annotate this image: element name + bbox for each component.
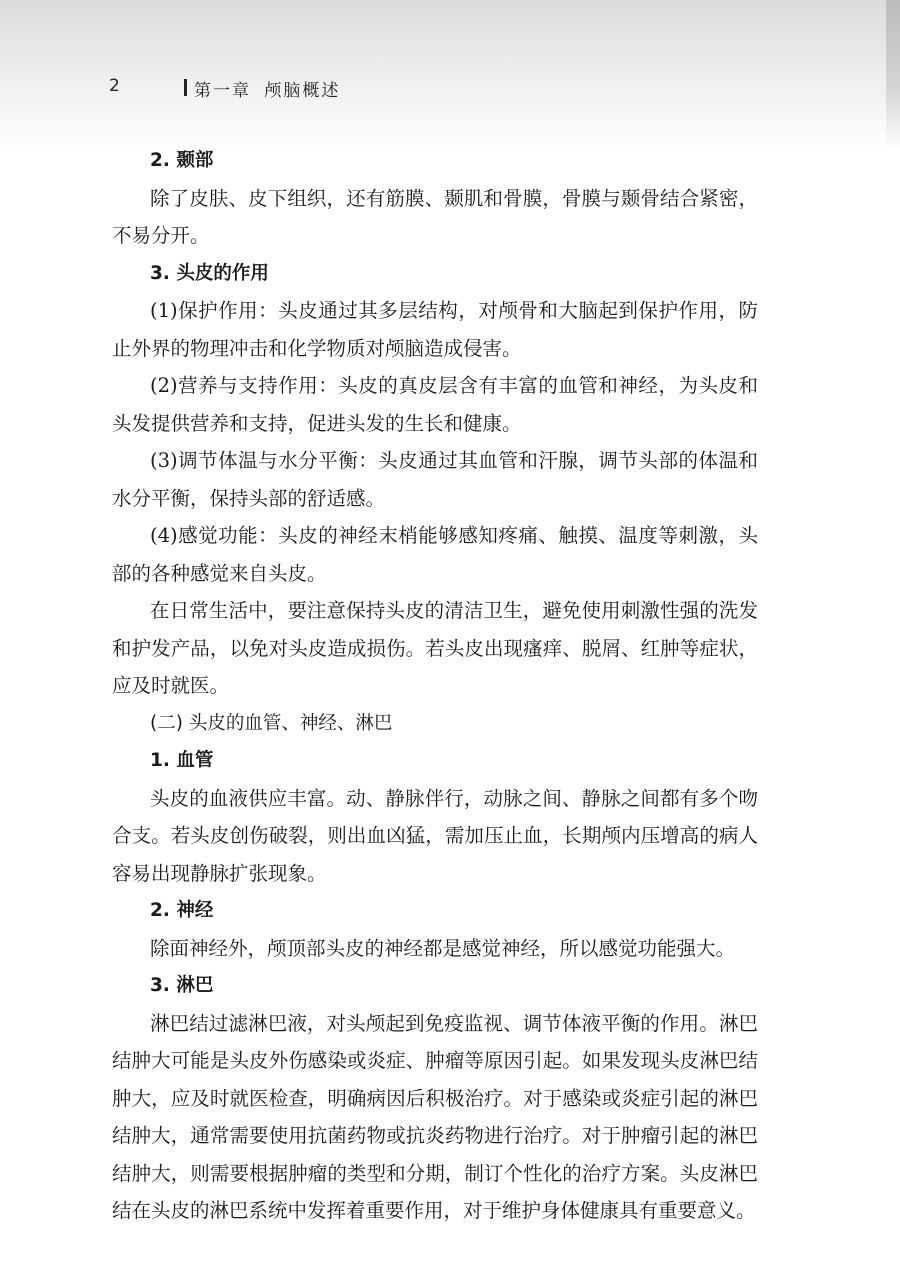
running-chapter-title: 第一章 颅脑概述 bbox=[194, 81, 341, 101]
page-number: 2 bbox=[109, 76, 120, 96]
paragraph: (3)调节体温与水分平衡：头皮通过其血管和汗腺，调节头部的体温和水分平衡，保持头部的舒适感。 bbox=[112, 449, 758, 510]
page-edge-shadow bbox=[886, 0, 900, 150]
subheading-temporal-region: 2. 颞部 bbox=[150, 150, 214, 171]
paragraph: (2)营养与支持作用：头皮的真皮层含有丰富的血管和神经，为头皮和头发提供营养和支持，促进头发的生长和健康。 bbox=[112, 374, 758, 435]
section-heading: (二) 头皮的血管、神经、淋巴 bbox=[150, 712, 393, 734]
paragraph: (4)感觉功能：头皮的神经末梢能够感知疼痛、触摸、温度等刺激，头部的各种感觉来自头皮。 bbox=[112, 524, 758, 585]
paragraph: 除面神经外，颅顶部头皮的神经都是感觉神经，所以感觉功能强大。 bbox=[150, 936, 736, 960]
page-header-band bbox=[0, 0, 900, 150]
paragraph: 除了皮肤、皮下组织，还有筋膜、颞肌和骨膜，骨膜与颞骨结合紧密，不易分开。 bbox=[112, 186, 758, 247]
paragraph: 淋巴结过滤淋巴液，对头颅起到免疫监视、调节体液平衡的作用。淋巴结肿大可能是头皮外伤感染或炎症、肿瘤等原因引起。如果发现头皮淋巴结肿大，应及时就医检查，明确病因后积极治疗。对于感染或炎症引起的淋巴结肿大，通常需要使用抗菌药物或抗炎药物进行治疗。对于肿瘤引起的淋巴结肿大，则需要根据肿瘤的类型和分期，制订个性化的治疗方案。头皮淋巴结在头皮的淋巴系统中发挥着重要作用，对于维护身体健康具有重要意义。 bbox=[112, 1011, 758, 1222]
subheading-lymph: 3. 淋巴 bbox=[150, 975, 214, 996]
paragraph: 头皮的血液供应丰富。动、静脉伴行，动脉之间、静脉之间都有多个吻合支。若头皮创伤破裂，则出血凶猛，需加压止血，长期颅内压增高的病人容易出现静脉扩张现象。 bbox=[112, 786, 758, 885]
subheading-nerves: 2. 神经 bbox=[150, 900, 214, 921]
paragraph: (1)保护作用：头皮通过其多层结构，对颅骨和大脑起到保护作用，防止外界的物理冲击和化学物质对颅脑造成侵害。 bbox=[112, 299, 758, 360]
chapter-separator-bar bbox=[184, 79, 187, 96]
subheading-scalp-functions: 3. 头皮的作用 bbox=[150, 262, 269, 284]
subheading-blood-vessels: 1. 血管 bbox=[150, 750, 214, 771]
paragraph: 在日常生活中，要注意保持头皮的清洁卫生，避免使用刺激性强的洗发和护发产品，以免对头皮造成损伤。若头皮出现瘙痒、脱屑、红肿等症状，应及时就医。 bbox=[112, 599, 758, 697]
page-body bbox=[112, 142, 758, 1230]
